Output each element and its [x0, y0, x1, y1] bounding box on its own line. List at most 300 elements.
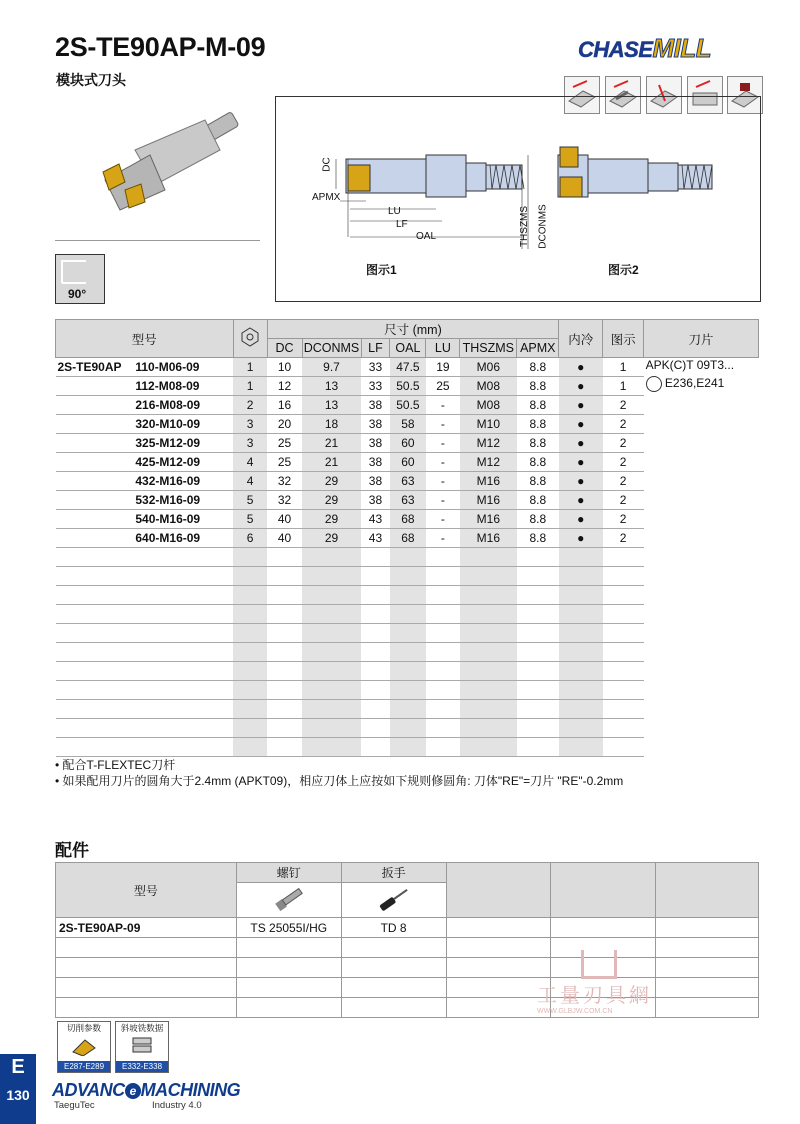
cell-dconms [302, 548, 361, 567]
figure-1-label: 图示1 [366, 263, 397, 277]
coolant-mark [559, 586, 603, 605]
series-cell [56, 548, 136, 567]
cell-thszms: M16 [460, 510, 517, 529]
cell-dconms: 18 [302, 415, 361, 434]
cell-dconms: 13 [302, 377, 361, 396]
cell-thszms: M16 [460, 491, 517, 510]
figure-number [603, 567, 644, 586]
cell-oal: 60 [390, 453, 426, 472]
col-coolant: 内冷 [559, 320, 603, 358]
series-cell [56, 396, 136, 415]
cell-thszms [460, 700, 517, 719]
model-code [135, 605, 233, 624]
cell-dc: 10 [267, 358, 302, 377]
series-cell [56, 529, 136, 548]
product-image [95, 110, 245, 220]
teeth-count [233, 624, 267, 643]
cell-oal: 68 [390, 510, 426, 529]
series-cell [56, 719, 136, 738]
insert-pages[interactable]: E236,E241 [664, 376, 725, 391]
figure-number: 2 [603, 491, 644, 510]
cell-lu: - [426, 472, 460, 491]
col-dims: 尺寸 (mm) [267, 320, 559, 339]
cell-apmx [517, 719, 559, 738]
coolant-mark [559, 567, 603, 586]
watermark [537, 950, 652, 1015]
cell-oal: 50.5 [390, 377, 426, 396]
cell-oal [390, 662, 426, 681]
teeth-count [233, 548, 267, 567]
cell-apmx [517, 605, 559, 624]
cell-thszms [460, 586, 517, 605]
teeth-count [233, 567, 267, 586]
cell-lu [426, 700, 460, 719]
teeth-count [233, 719, 267, 738]
series-cell [56, 586, 136, 605]
cell-lf: 38 [361, 453, 390, 472]
teeth-count [233, 586, 267, 605]
ramping-data-ref[interactable] [115, 1021, 169, 1073]
cell-thszms [460, 624, 517, 643]
cell-oal [390, 624, 426, 643]
cell-lf [361, 567, 390, 586]
col-dconms: DCONMS [302, 339, 361, 358]
cell-dconms: 9.7 [302, 358, 361, 377]
dim-thszms: THSZMS [519, 205, 531, 248]
cell-dconms [302, 719, 361, 738]
teeth-icon [233, 320, 267, 358]
cell-lf [361, 719, 390, 738]
figure-number: 1 [603, 377, 644, 396]
series-cell [56, 472, 136, 491]
cell-oal: 60 [390, 434, 426, 453]
cell-apmx: 8.8 [517, 491, 559, 510]
figure-number [603, 662, 644, 681]
cell-dconms: 29 [302, 491, 361, 510]
cell-thszms: M06 [460, 358, 517, 377]
cell-lu [426, 567, 460, 586]
col-lf: LF [361, 339, 390, 358]
cell-dc: 40 [267, 529, 302, 548]
teeth-count: 3 [233, 434, 267, 453]
cell-oal [390, 548, 426, 567]
cutting-data-ref[interactable] [57, 1021, 111, 1073]
coolant-mark: ● [559, 377, 603, 396]
insert-name: APK(C)T 09T3... [645, 358, 735, 372]
figure-number: 2 [603, 510, 644, 529]
cell-lu: 19 [426, 358, 460, 377]
acc-col-screw: 螺钉 [236, 863, 341, 883]
series-cell [56, 605, 136, 624]
figure-number: 2 [603, 396, 644, 415]
cell-dconms [302, 624, 361, 643]
cell-dc [267, 548, 302, 567]
logo-right-text: Industry 4.0 [152, 1100, 202, 1111]
cell-thszms [460, 681, 517, 700]
cell-dc: 25 [267, 453, 302, 472]
figure-number: 2 [603, 453, 644, 472]
cell-apmx: 8.8 [517, 377, 559, 396]
cell-lf: 43 [361, 529, 390, 548]
model-code: 325-M12-09 [135, 434, 233, 453]
cell-oal [390, 700, 426, 719]
coolant-mark [559, 681, 603, 700]
cell-lf: 38 [361, 415, 390, 434]
series-cell [56, 434, 136, 453]
figure-number [603, 548, 644, 567]
cell-oal [390, 738, 426, 757]
cell-dconms: 29 [302, 510, 361, 529]
cell-lf [361, 586, 390, 605]
cell-lu [426, 719, 460, 738]
model-code [135, 643, 233, 662]
cell-dconms [302, 605, 361, 624]
cell-oal: 68 [390, 529, 426, 548]
cell-oal [390, 605, 426, 624]
model-code: 216-M08-09 [135, 396, 233, 415]
dim-lf: LF [396, 219, 408, 230]
model-code: 540-M16-09 [135, 510, 233, 529]
acc-wrench: TD 8 [341, 918, 446, 938]
cell-oal: 63 [390, 472, 426, 491]
cell-apmx [517, 643, 559, 662]
coolant-mark: ● [559, 396, 603, 415]
cell-lf: 33 [361, 358, 390, 377]
teeth-count: 2 [233, 396, 267, 415]
teeth-count [233, 643, 267, 662]
cell-dconms [302, 700, 361, 719]
accessories-table [55, 862, 759, 1018]
figure-number [603, 719, 644, 738]
model-code [135, 738, 233, 757]
cell-dc: 20 [267, 415, 302, 434]
cell-lu [426, 738, 460, 757]
cell-dconms: 29 [302, 529, 361, 548]
page-subtitle: 模块式刀头 [56, 72, 126, 88]
model-code: 320-M10-09 [135, 415, 233, 434]
ref-label-1: 切削参数 [66, 1023, 101, 1033]
watermark-url: WWW.GLBJW.COM.CN [537, 1008, 613, 1015]
cell-thszms: M10 [460, 415, 517, 434]
cell-apmx [517, 567, 559, 586]
cell-thszms: M08 [460, 377, 517, 396]
teeth-count [233, 605, 267, 624]
ref-label-2: 斜坡铣数据 [120, 1023, 164, 1033]
cell-dconms: 21 [302, 453, 361, 472]
cell-thszms: M12 [460, 434, 517, 453]
cell-dconms [302, 681, 361, 700]
cell-oal: 50.5 [390, 396, 426, 415]
cell-lf [361, 624, 390, 643]
cell-lf [361, 681, 390, 700]
cell-apmx: 8.8 [517, 358, 559, 377]
cell-lu [426, 548, 460, 567]
cell-thszms [460, 567, 517, 586]
cell-apmx: 8.8 [517, 510, 559, 529]
model-code [135, 700, 233, 719]
cell-apmx: 8.8 [517, 396, 559, 415]
figure-number [603, 681, 644, 700]
cell-lf: 33 [361, 377, 390, 396]
model-code [135, 548, 233, 567]
coolant-mark [559, 700, 603, 719]
series-cell [56, 491, 136, 510]
coolant-mark [559, 719, 603, 738]
coolant-mark: ● [559, 510, 603, 529]
cell-thszms: M12 [460, 453, 517, 472]
cell-apmx: 8.8 [517, 434, 559, 453]
cell-thszms [460, 719, 517, 738]
figure-number: 1 [603, 358, 644, 377]
cell-apmx [517, 624, 559, 643]
col-insert: 刀片 [644, 320, 759, 358]
col-apmx: APMX [517, 339, 559, 358]
cell-oal: 58 [390, 415, 426, 434]
cell-apmx: 8.8 [517, 453, 559, 472]
teeth-count [233, 738, 267, 757]
cell-lf [361, 662, 390, 681]
page-tab [0, 1054, 36, 1124]
cell-dc: 16 [267, 396, 302, 415]
cell-dc [267, 624, 302, 643]
cell-lf: 38 [361, 472, 390, 491]
cell-dconms: 13 [302, 396, 361, 415]
teeth-count [233, 662, 267, 681]
dim-lu: LU [388, 206, 401, 217]
series-cell [56, 453, 136, 472]
coolant-mark [559, 605, 603, 624]
coolant-mark: ● [559, 358, 603, 377]
coolant-mark [559, 662, 603, 681]
dim-apmx: APMX [312, 192, 341, 203]
logo-left-text: TaeguTec [54, 1100, 95, 1111]
model-code: 432-M16-09 [135, 472, 233, 491]
cell-oal: 47.5 [390, 358, 426, 377]
teeth-count: 6 [233, 529, 267, 548]
col-dc: DC [267, 339, 302, 358]
advance-machining-logo: ADVANC e MACHINING [52, 1080, 241, 1100]
cell-thszms: M08 [460, 396, 517, 415]
brand-text: CHASE [578, 37, 653, 62]
brand-logo [578, 33, 711, 64]
series-cell [56, 567, 136, 586]
figure-number [603, 643, 644, 662]
page-title: 2S-TE90AP-M-09 [55, 32, 266, 62]
series-cell [56, 738, 136, 757]
series-cell [56, 377, 136, 396]
model-code: 425-M12-09 [135, 453, 233, 472]
figure-number [603, 605, 644, 624]
cell-dconms [302, 662, 361, 681]
cell-lu: - [426, 415, 460, 434]
series-cell [56, 681, 136, 700]
series-prefix: 2S-TE90AP [56, 358, 136, 377]
cell-dc [267, 681, 302, 700]
cell-lu: - [426, 453, 460, 472]
cell-dc: 32 [267, 491, 302, 510]
cell-dconms: 29 [302, 472, 361, 491]
cell-dc [267, 738, 302, 757]
cell-dc: 25 [267, 434, 302, 453]
model-code [135, 586, 233, 605]
series-cell [56, 700, 136, 719]
cell-thszms [460, 662, 517, 681]
acc-screw: TS 25055I/HG [236, 918, 341, 938]
teeth-count [233, 681, 267, 700]
cell-lu: 25 [426, 377, 460, 396]
cell-dconms [302, 643, 361, 662]
coolant-mark: ● [559, 491, 603, 510]
cell-dc [267, 700, 302, 719]
accessories-title: 配件 [55, 841, 89, 860]
coolant-mark: ● [559, 434, 603, 453]
logo-part-b: MACHINING [140, 1080, 241, 1100]
cell-dc: 12 [267, 377, 302, 396]
table-row [56, 358, 759, 377]
cell-thszms [460, 605, 517, 624]
cell-apmx [517, 738, 559, 757]
note-1: • 配合T-FLEXTEC刀杆 [55, 758, 176, 772]
col-oal: OAL [390, 339, 426, 358]
cell-lf: 43 [361, 510, 390, 529]
teeth-count: 4 [233, 453, 267, 472]
cell-oal [390, 681, 426, 700]
coolant-mark [559, 738, 603, 757]
cell-lu [426, 662, 460, 681]
cell-dc [267, 605, 302, 624]
cell-lf [361, 738, 390, 757]
dim-oal: OAL [416, 231, 437, 242]
model-code [135, 567, 233, 586]
col-figure: 图示 [603, 320, 644, 358]
cell-lu: - [426, 529, 460, 548]
dim-dconms: DCONMS [537, 204, 549, 249]
acc-col-wrench: 扳手 [341, 863, 446, 883]
cell-lu [426, 586, 460, 605]
cell-apmx: 8.8 [517, 415, 559, 434]
teeth-count: 1 [233, 358, 267, 377]
figure-2-label: 图示2 [608, 263, 639, 277]
spec-table [55, 319, 759, 757]
cell-apmx [517, 700, 559, 719]
col-model: 型号 [56, 320, 234, 358]
cell-lf: 38 [361, 491, 390, 510]
cell-lu [426, 643, 460, 662]
figure-number [603, 738, 644, 757]
cell-lf [361, 643, 390, 662]
cell-oal [390, 567, 426, 586]
teeth-count: 5 [233, 510, 267, 529]
cell-lu: - [426, 491, 460, 510]
coolant-mark [559, 548, 603, 567]
model-code [135, 719, 233, 738]
note-2: • 如果配用刀片的圆角大于2.4mm (APKT09)，相应刀体上应按如下规则修圆角: 刀体"RE"=刀片 "RE"-0.2mm [55, 774, 624, 788]
figure-number [603, 624, 644, 643]
figure-number [603, 586, 644, 605]
cell-dc: 32 [267, 472, 302, 491]
cell-lu: - [426, 510, 460, 529]
figure-number: 2 [603, 415, 644, 434]
cell-lf: 38 [361, 396, 390, 415]
figure-number: 2 [603, 529, 644, 548]
cell-lu [426, 681, 460, 700]
teeth-count: 1 [233, 377, 267, 396]
model-code [135, 662, 233, 681]
model-code [135, 681, 233, 700]
cell-lf [361, 700, 390, 719]
series-cell [56, 643, 136, 662]
col-lu: LU [426, 339, 460, 358]
cell-oal [390, 586, 426, 605]
cell-dc [267, 567, 302, 586]
cell-thszms [460, 643, 517, 662]
wrench-icon [341, 883, 446, 918]
coolant-mark: ● [559, 472, 603, 491]
cell-lu: - [426, 434, 460, 453]
cell-lf: 38 [361, 434, 390, 453]
cell-oal [390, 719, 426, 738]
cell-apmx [517, 681, 559, 700]
cell-apmx [517, 548, 559, 567]
ref-pages-2: E332-E338 [116, 1061, 168, 1072]
cell-lf [361, 548, 390, 567]
coolant-mark [559, 624, 603, 643]
page-number: 130 [6, 1087, 30, 1103]
cell-dc [267, 643, 302, 662]
cell-dconms [302, 567, 361, 586]
model-code: 110-M06-09 [135, 358, 233, 377]
cell-dconms: 21 [302, 434, 361, 453]
cell-dconms [302, 586, 361, 605]
acc-col-model: 型号 [56, 863, 237, 918]
cell-dc [267, 719, 302, 738]
cell-apmx: 8.8 [517, 472, 559, 491]
cell-lu [426, 624, 460, 643]
screw-icon [236, 883, 341, 918]
dim-dc: DC [321, 157, 333, 172]
cell-apmx: 8.8 [517, 529, 559, 548]
model-code: 640-M16-09 [135, 529, 233, 548]
series-cell [56, 662, 136, 681]
magnifier-icon [646, 376, 662, 392]
teeth-count: 4 [233, 472, 267, 491]
cell-oal [390, 643, 426, 662]
figure-number [603, 700, 644, 719]
series-cell [56, 624, 136, 643]
model-code: 112-M08-09 [135, 377, 233, 396]
coolant-mark [559, 643, 603, 662]
series-cell [56, 415, 136, 434]
cell-thszms: M16 [460, 472, 517, 491]
cell-oal: 63 [390, 491, 426, 510]
cell-dc [267, 586, 302, 605]
technical-drawing [275, 96, 761, 302]
cell-dconms [302, 738, 361, 757]
cell-dc [267, 662, 302, 681]
watermark-text: 工量刃具網 [537, 985, 652, 1007]
section-letter: E [11, 1056, 25, 1078]
cell-dc: 40 [267, 510, 302, 529]
model-code [135, 624, 233, 643]
teeth-count: 3 [233, 415, 267, 434]
teeth-count [233, 700, 267, 719]
model-code: 532-M16-09 [135, 491, 233, 510]
coolant-mark: ● [559, 529, 603, 548]
acc-model: 2S-TE90AP-09 [56, 918, 237, 938]
logo-part-a: ADVANC [52, 1080, 125, 1100]
teeth-count: 5 [233, 491, 267, 510]
cell-thszms: M16 [460, 529, 517, 548]
